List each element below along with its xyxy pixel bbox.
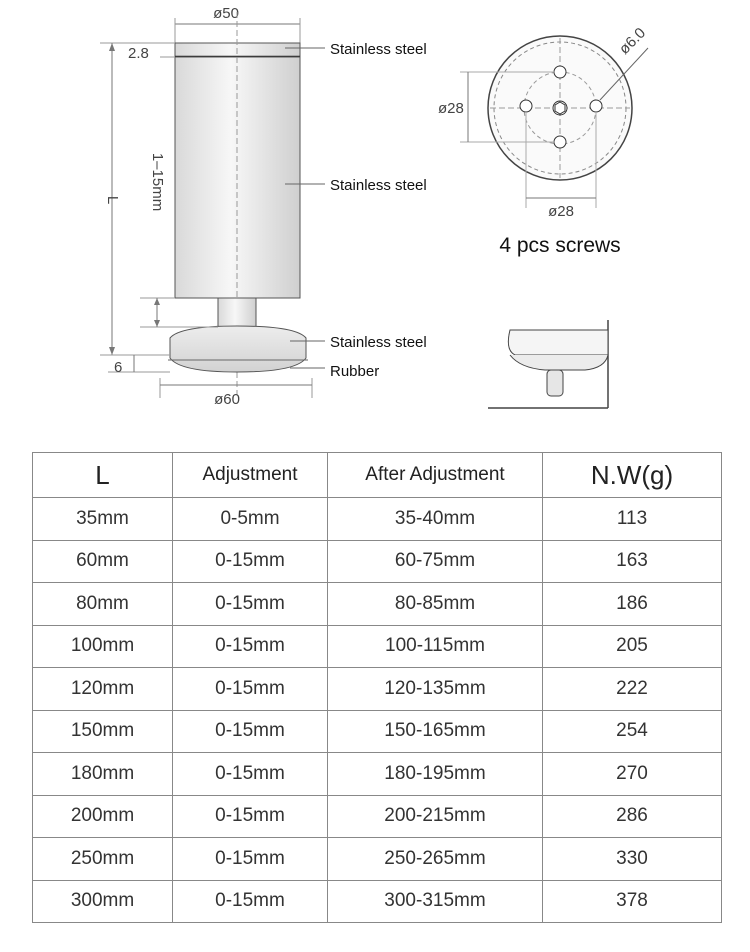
cell-adjustment: 0-15mm [173,583,328,626]
cell-adjustment: 0-15mm [173,753,328,796]
cell-net-weight: 378 [543,880,722,923]
cell-adjustment: 0-15mm [173,795,328,838]
cell-adjustment: 0-15mm [173,838,328,881]
top-diameter-label: ø50 [213,5,239,22]
cell-after-adjustment: 180-195mm [328,753,543,796]
cell-after-adjustment: 80-85mm [328,583,543,626]
cell-adjustment: 0-15mm [173,710,328,753]
length-label: L [104,195,121,205]
cell-net-weight: 330 [543,838,722,881]
cell-net-weight: 270 [543,753,722,796]
table-row [33,498,722,541]
cell-net-weight: 254 [543,710,722,753]
cell-length: 60mm [33,540,173,583]
cell-after-adjustment: 300-315mm [328,880,543,923]
foot-diameter-label: ø60 [214,391,240,408]
table-row [33,753,722,796]
cell-net-weight: 222 [543,668,722,711]
cell-length: 100mm [33,625,173,668]
cell-after-adjustment: 60-75mm [328,540,543,583]
table-row [33,540,722,583]
horizontal-spacing-label: ø28 [548,203,574,220]
top-view [438,25,649,257]
cell-after-adjustment: 250-265mm [328,838,543,881]
screw-hole-bottom [554,136,566,148]
screw-hole-top [554,66,566,78]
screw-hole-left [520,100,532,112]
cell-length: 80mm [33,583,173,626]
header-adjustment: Adjustment [173,453,328,498]
vertical-spacing-label: ø28 [438,100,464,117]
cell-length: 200mm [33,795,173,838]
callout-foot-material: Stainless steel [330,334,427,351]
installed-detail [488,320,608,408]
header-length: L [33,453,173,498]
screw-hole-right [590,100,602,112]
cell-length: 150mm [33,710,173,753]
callout-body-material: Stainless steel [330,177,427,194]
cell-net-weight: 205 [543,625,722,668]
cell-after-adjustment: 35-40mm [328,498,543,541]
cell-after-adjustment: 150-165mm [328,710,543,753]
callout-cap-material: Stainless steel [330,41,427,58]
callout-rubber: Rubber [330,363,380,380]
table-row [33,838,722,881]
table-header-row [33,453,722,498]
product-diagram [0,0,750,430]
cell-net-weight: 113 [543,498,722,541]
table-row [33,668,722,711]
table-row [33,880,722,923]
cell-adjustment: 0-15mm [173,668,328,711]
side-view [100,5,427,408]
table-row [33,795,722,838]
foot-height-label: 6 [114,359,123,376]
hole-diameter-label: ø6.0 [615,24,650,58]
cell-net-weight: 163 [543,540,722,583]
table-row [33,710,722,753]
cell-after-adjustment: 200-215mm [328,795,543,838]
cell-length: 300mm [33,880,173,923]
cell-adjustment: 0-15mm [173,880,328,923]
cell-net-weight: 286 [543,795,722,838]
cell-length: 35mm [33,498,173,541]
screws-caption: 4 pcs screws [499,234,621,257]
table-row [33,625,722,668]
adjust-stem [218,298,256,328]
cell-net-weight: 186 [543,583,722,626]
adjust-range-label: 1–15mm [149,152,166,212]
spec-table [32,452,722,923]
header-net-weight: N.W(g) [543,453,722,498]
cap-thickness-label: 2.8 [128,45,149,62]
foot-disc [170,326,306,372]
table-row [33,583,722,626]
cell-length: 180mm [33,753,173,796]
cell-adjustment: 0-5mm [173,498,328,541]
cell-length: 250mm [33,838,173,881]
cell-adjustment: 0-15mm [173,540,328,583]
cell-after-adjustment: 120-135mm [328,668,543,711]
cell-adjustment: 0-15mm [173,625,328,668]
cell-after-adjustment: 100-115mm [328,625,543,668]
header-after-adjustment: After Adjustment [328,453,543,498]
cell-length: 120mm [33,668,173,711]
